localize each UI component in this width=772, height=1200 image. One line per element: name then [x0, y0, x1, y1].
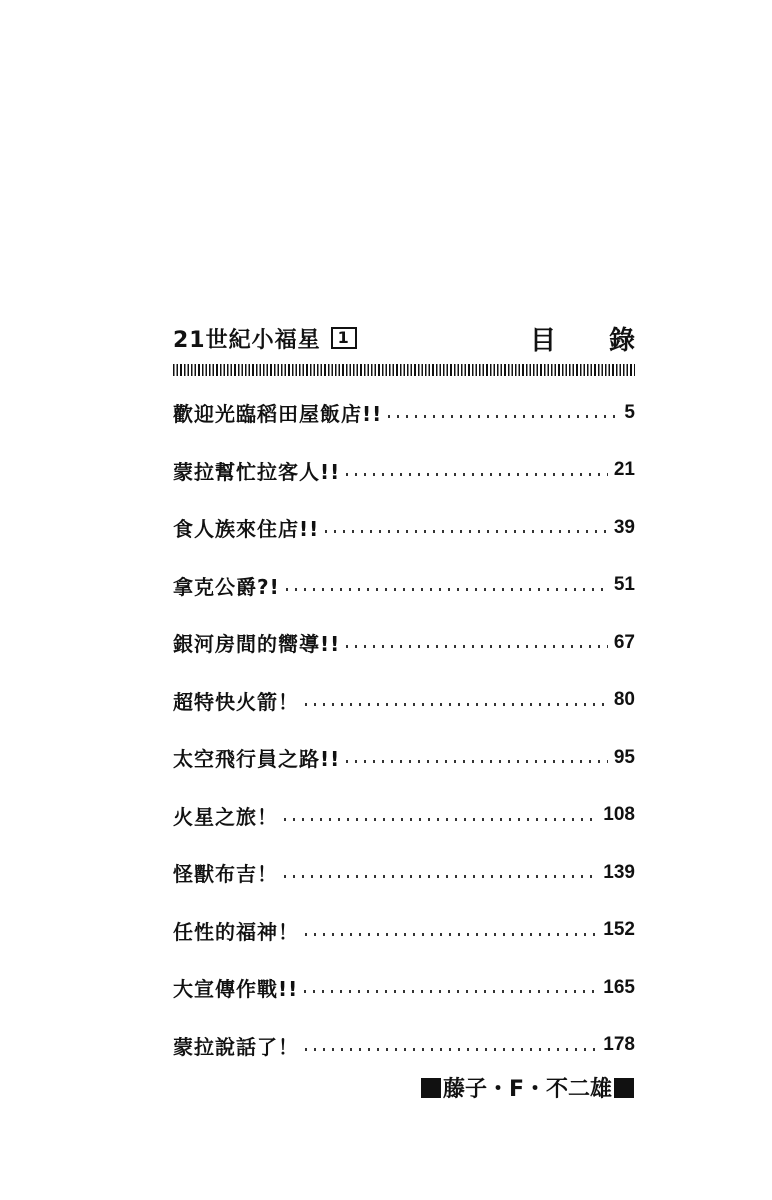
entry-title: 銀河房間的嚮導!!	[173, 632, 341, 657]
dot-leader	[284, 875, 597, 878]
dot-leader	[346, 760, 608, 763]
entry-title: 任性的福神！	[173, 919, 299, 944]
entry-page: 51	[613, 574, 635, 596]
entry-title: 火星之旅！	[173, 804, 278, 829]
entry-title: 怪獸布吉！	[173, 862, 278, 887]
entry-page: 178	[603, 1034, 635, 1056]
entry-page: 67	[613, 631, 635, 653]
toc-entry[interactable]	[173, 787, 635, 845]
black-square-icon	[614, 1078, 634, 1098]
author-credit	[421, 1072, 634, 1103]
entry-title: 蒙拉幫忙拉客人!!	[173, 459, 341, 484]
toc-entry[interactable]	[173, 729, 635, 787]
toc-title: 目 錄	[529, 325, 657, 356]
toc-entry[interactable]	[173, 959, 635, 1017]
dot-leader	[304, 990, 597, 993]
entry-page: 39	[613, 516, 635, 538]
tick-rule-divider	[173, 364, 635, 376]
toc-entry[interactable]	[173, 672, 635, 730]
entry-title: 食人族來住店!!	[173, 517, 320, 542]
dot-leader	[286, 588, 608, 591]
dot-leader	[305, 933, 597, 936]
toc-entry[interactable]	[173, 384, 635, 442]
entry-title: 蒙拉說話了！	[173, 1034, 299, 1059]
entry-title: 拿克公爵?!	[173, 574, 280, 599]
dot-leader	[305, 703, 608, 706]
toc-entry[interactable]	[173, 499, 635, 557]
entry-title: 太空飛行員之路!!	[173, 747, 341, 772]
table-of-contents	[173, 318, 657, 1074]
dot-leader	[346, 473, 608, 476]
entry-page: 21	[613, 459, 635, 481]
toc-entry[interactable]	[173, 442, 635, 500]
entry-title: 超特快火箭！	[173, 689, 299, 714]
toc-entry[interactable]	[173, 844, 635, 902]
entry-page: 95	[613, 746, 635, 768]
black-square-icon	[421, 1078, 441, 1098]
dot-leader	[325, 530, 608, 533]
dot-leader	[284, 818, 597, 821]
entry-page: 165	[603, 976, 635, 998]
entry-page: 152	[603, 919, 635, 941]
series-title: 21世紀小福星	[173, 327, 321, 353]
dot-leader	[388, 415, 618, 418]
volume-number: 1	[331, 327, 357, 349]
entry-page: 139	[603, 861, 635, 883]
dot-leader	[305, 1048, 597, 1051]
toc-entries	[173, 384, 635, 1074]
dot-leader	[346, 645, 608, 648]
series-title-group	[173, 323, 357, 354]
toc-entry[interactable]	[173, 902, 635, 960]
entry-page: 108	[603, 804, 635, 826]
toc-header	[173, 318, 657, 358]
entry-page: 5	[624, 401, 635, 423]
entry-page: 80	[613, 689, 635, 711]
toc-entry[interactable]	[173, 557, 635, 615]
toc-entry[interactable]	[173, 614, 635, 672]
toc-entry[interactable]	[173, 1017, 635, 1075]
entry-title: 歡迎光臨稻田屋飯店!!	[173, 402, 383, 427]
author-name: 藤子・F・不二雄	[442, 1077, 612, 1102]
entry-title: 大宣傳作戰!!	[173, 977, 299, 1002]
